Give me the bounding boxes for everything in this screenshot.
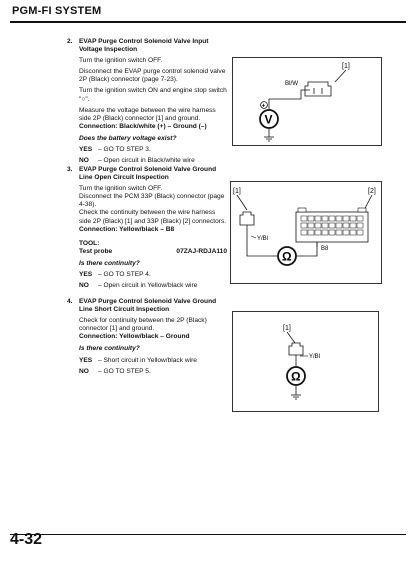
callout-1: [1] <box>342 63 350 70</box>
step-2 <box>67 38 227 165</box>
wire-label: Bl/W <box>285 80 299 87</box>
ohmmeter-symbol: Ω <box>291 369 301 384</box>
callout-2: [2] <box>368 188 376 195</box>
yes-result: – GO TO STEP 4. <box>98 271 151 279</box>
no-label: NO <box>79 367 89 375</box>
figure-open-circuit-check <box>230 181 382 284</box>
step-text: Turn the ignition switch OFF. <box>79 185 163 193</box>
step-text: Measure the voltage between the wire harness side 2P (Black) connector [1] and ground. <box>79 106 216 122</box>
step-title: EVAP Purge Control Solenoid Valve Ground Line Open Circuit Inspection <box>79 166 217 182</box>
step-text: Check for continuity between the 2P (Black) connector [1] and ground. <box>79 317 207 333</box>
connection-text: Connection: Yellow/black – B8 <box>79 225 175 233</box>
plus-sign: + <box>261 102 266 110</box>
step-number: 4. <box>67 298 73 305</box>
connection-text: Connection: Black/white (+) – Ground (–) <box>79 122 207 130</box>
step-4 <box>67 298 227 376</box>
question-text: Does the battery voltage exist? <box>79 134 177 142</box>
yes-result: – GO TO STEP 3. <box>98 146 151 154</box>
connector-2p-shape <box>305 82 331 96</box>
no-result: – GO TO STEP 5. <box>98 367 151 375</box>
question-text: Is there continuity? <box>79 345 140 353</box>
ohmmeter-symbol: Ω <box>282 249 292 264</box>
wire-label: Y/Bl <box>257 236 269 242</box>
step-text: Turn the ignition switch OFF. <box>79 57 163 65</box>
no-label: NO <box>79 157 89 165</box>
wire-label: Y/Bl <box>309 354 321 360</box>
step-number: 3. <box>67 166 73 173</box>
figure-voltage-check <box>232 57 382 146</box>
voltage-check-diagram <box>233 58 381 145</box>
no-result: – Open circuit in Yellow/black wire <box>98 282 198 290</box>
header-rule <box>10 21 406 23</box>
section-title: PGM-FI SYSTEM <box>12 5 102 17</box>
yes-result: – Short circuit in Yellow/black wire <box>98 356 197 364</box>
connector-2p-shape <box>289 343 303 355</box>
step-text: Check the continuity between the wire harness side 2P (Black) [1] and 33P (Black) [2] connectors. <box>79 209 227 225</box>
no-label: NO <box>79 282 89 290</box>
step-text: Disconnect the EVAP purge control solenoid valve 2P (Black) connector (page 7-23). <box>79 68 226 84</box>
callout-1: [1] <box>233 188 241 195</box>
step-title: EVAP Purge Control Solenoid Valve Input Voltage Inspection <box>79 38 209 54</box>
tool-name: Test probe <box>79 247 113 255</box>
step-number: 2. <box>67 38 73 45</box>
callout-1: [1] <box>283 325 291 332</box>
open-circuit-diagram <box>231 182 381 283</box>
footer-rule <box>10 534 406 535</box>
tool-code: 07ZAJ-RDJA110 <box>176 247 227 255</box>
step-text: Turn the ignition switch ON and engine stop switch "○". <box>79 87 227 103</box>
question-text: Is there continuity? <box>79 259 140 267</box>
pin-label: B8 <box>321 246 329 252</box>
page-number: 4-32 <box>10 531 43 548</box>
connection-text: Connection: Yellow/black – Ground <box>79 333 190 341</box>
yes-label: YES <box>79 356 93 364</box>
short-circuit-diagram <box>233 312 378 411</box>
step-text: Disconnect the PCM 33P (Black) connector (page 4-38). <box>79 193 225 209</box>
step-3 <box>67 166 227 290</box>
tool-heading: TOOL: <box>79 239 100 247</box>
step-title: EVAP Purge Control Solenoid Valve Ground Line Short Circuit Inspection <box>79 298 217 314</box>
yes-label: YES <box>79 271 93 279</box>
no-result: – Open circuit in Black/white wire <box>98 157 195 165</box>
yes-label: YES <box>79 146 93 154</box>
figure-short-circuit-check <box>232 311 379 412</box>
voltmeter-symbol: V <box>264 112 273 127</box>
connector-2p-shape <box>240 212 254 225</box>
